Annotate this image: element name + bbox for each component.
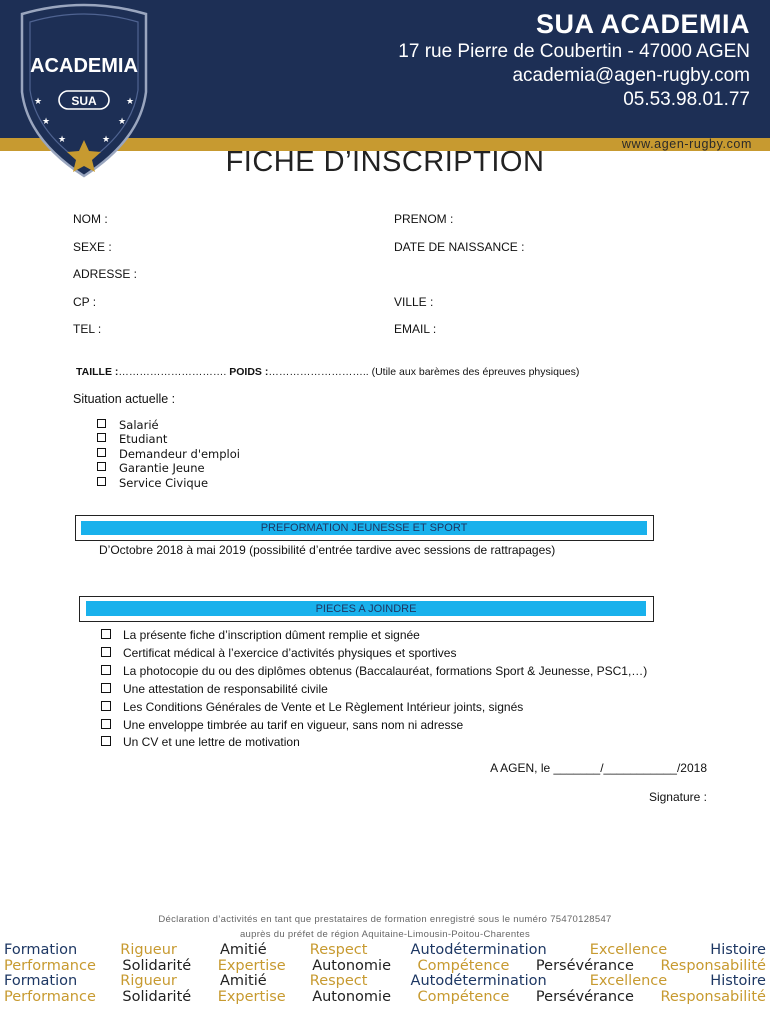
motto-word: Histoire xyxy=(710,973,766,990)
logo-text: ACADEMIA xyxy=(30,55,138,77)
piece-item[interactable]: Une enveloppe timbrée au tarif en vigueur, sans nom ni adresse xyxy=(101,717,647,735)
situation-option[interactable]: Salarié xyxy=(97,418,240,432)
motto-word: Solidarité xyxy=(122,988,192,1005)
motto-word: Autonomie xyxy=(312,988,392,1005)
pieces-heading: PIECES A JOINDRE xyxy=(86,601,646,616)
situation-option[interactable]: Etudiant xyxy=(97,432,240,446)
preformation-heading: PREFORMATION JEUNESSE ET SPORT xyxy=(81,521,647,535)
motto-block xyxy=(4,943,766,1005)
motto-word: Persévérance xyxy=(535,957,634,974)
field-ville[interactable]: VILLE : xyxy=(394,295,434,309)
motto-word: Responsabilité xyxy=(660,988,766,1005)
measures-note: (Utile aux barèmes des épreuves physiques) xyxy=(371,366,580,378)
motto-word: Respect xyxy=(309,942,368,958)
motto-row xyxy=(4,943,766,959)
field-sexe[interactable]: SEXE : xyxy=(73,240,112,254)
motto-word: Compétence xyxy=(417,957,510,974)
svg-text:★: ★ xyxy=(125,97,135,107)
motto-row xyxy=(4,959,766,975)
taille-label: TAILLE : xyxy=(76,366,119,378)
svg-text:★: ★ xyxy=(117,117,127,127)
checkbox[interactable] xyxy=(101,629,111,639)
situation-list xyxy=(97,418,240,490)
field-date-naissance[interactable]: DATE DE NAISSANCE : xyxy=(394,240,525,254)
motto-word: Responsabilité xyxy=(660,957,766,974)
field-tel[interactable]: TEL : xyxy=(73,322,102,336)
motto-word: Rigueur xyxy=(120,942,177,958)
svg-text:★: ★ xyxy=(101,135,111,145)
motto-word: Autodétermination xyxy=(410,973,547,990)
checkbox[interactable] xyxy=(101,647,111,657)
motto-word: Excellence xyxy=(589,942,668,958)
situation-option[interactable]: Demandeur d'emploi xyxy=(97,447,240,461)
motto-word: Expertise xyxy=(217,988,286,1005)
situation-option[interactable]: Service Civique xyxy=(97,476,240,490)
motto-word: Formation xyxy=(4,942,78,958)
motto-word: Rigueur xyxy=(120,973,177,990)
piece-item[interactable]: Une attestation de responsabilité civile xyxy=(101,681,647,699)
checkbox[interactable] xyxy=(97,433,106,442)
motto-word: Autodétermination xyxy=(410,942,547,958)
organization-block xyxy=(398,8,750,112)
declaration xyxy=(0,912,770,942)
svg-text:★: ★ xyxy=(41,117,51,127)
website-text: www.agen-rugby.com xyxy=(621,137,752,151)
field-prenom[interactable]: PRENOM : xyxy=(394,212,454,226)
motto-word: Expertise xyxy=(217,957,286,974)
motto-word: Excellence xyxy=(589,973,668,990)
logo-badge: SUA xyxy=(71,94,97,108)
checkbox[interactable] xyxy=(97,448,106,457)
checkbox[interactable] xyxy=(101,736,111,746)
checkbox[interactable] xyxy=(101,719,111,729)
date-line[interactable]: A AGEN, le _______/___________/2018 xyxy=(490,761,707,775)
motto-word: Compétence xyxy=(417,988,510,1005)
motto-word: Persévérance xyxy=(535,988,634,1005)
piece-item[interactable]: Un CV et une lettre de motivation xyxy=(101,734,647,752)
motto-word: Solidarité xyxy=(122,957,192,974)
field-email[interactable]: EMAIL : xyxy=(394,322,437,336)
declaration-line-1: Déclaration d’activités en tant que prestataires de formation enregistré sous le numéro 75470128547 xyxy=(158,914,612,925)
declaration-line-2: auprès du préfet de région Aquitaine-Limousin-Poitou-Charentes xyxy=(239,929,531,940)
checkbox[interactable] xyxy=(97,477,106,486)
situation-option[interactable]: Garantie Jeune xyxy=(97,461,240,475)
motto-word: Amitié xyxy=(219,942,267,958)
svg-text:★: ★ xyxy=(57,135,67,145)
measures-line xyxy=(76,366,579,378)
org-phone: 05.53.98.01.77 xyxy=(623,89,750,110)
field-nom[interactable]: NOM : xyxy=(73,212,108,226)
piece-item[interactable]: La présente fiche d’inscription dûment remplie et signée xyxy=(101,627,647,645)
checkbox[interactable] xyxy=(97,419,106,428)
motto-row xyxy=(4,974,766,990)
signature-label: Signature : xyxy=(648,790,707,804)
motto-word: Respect xyxy=(309,973,368,990)
org-name: SUA ACADEMIA xyxy=(536,9,750,39)
svg-text:★: ★ xyxy=(33,97,43,107)
motto-word: Performance xyxy=(4,957,96,974)
situation-label: Situation actuelle : xyxy=(73,392,176,406)
piece-item[interactable]: Les Conditions Générales de Vente et Le Règlement Intérieur joints, signés xyxy=(101,699,647,717)
poids-label: POIDS : xyxy=(229,366,269,378)
motto-word: Histoire xyxy=(710,942,766,958)
pieces-list xyxy=(101,627,647,752)
checkbox[interactable] xyxy=(101,665,111,675)
motto-word: Autonomie xyxy=(312,957,392,974)
motto-word: Performance xyxy=(4,988,96,1005)
field-adresse[interactable]: ADRESSE : xyxy=(73,267,138,281)
motto-word: Amitié xyxy=(219,973,267,990)
taille-input[interactable]: …………………………. xyxy=(118,366,227,378)
page-title: FICHE D’INSCRIPTION xyxy=(225,146,545,178)
checkbox[interactable] xyxy=(101,701,111,711)
checkbox[interactable] xyxy=(101,683,111,693)
poids-input[interactable]: ……………………….. xyxy=(268,366,369,378)
checkbox[interactable] xyxy=(97,462,106,471)
preformation-period: D’Octobre 2018 à mai 2019 (possibilité d’entrée tardive avec sessions de rattrapages) xyxy=(99,543,556,557)
motto-row xyxy=(4,990,766,1006)
org-email: academia@agen-rugby.com xyxy=(512,65,750,86)
field-cp[interactable]: CP : xyxy=(73,295,97,309)
piece-item[interactable]: La photocopie du ou des diplômes obtenus (Baccalauréat, formations Sport & Jeunesse, PSC1,…) xyxy=(101,663,647,681)
piece-item[interactable]: Certificat médical à l’exercice d’activités physiques et sportives xyxy=(101,645,647,663)
org-address: 17 rue Pierre de Coubertin - 47000 AGEN xyxy=(398,41,750,62)
motto-word: Formation xyxy=(4,973,78,990)
